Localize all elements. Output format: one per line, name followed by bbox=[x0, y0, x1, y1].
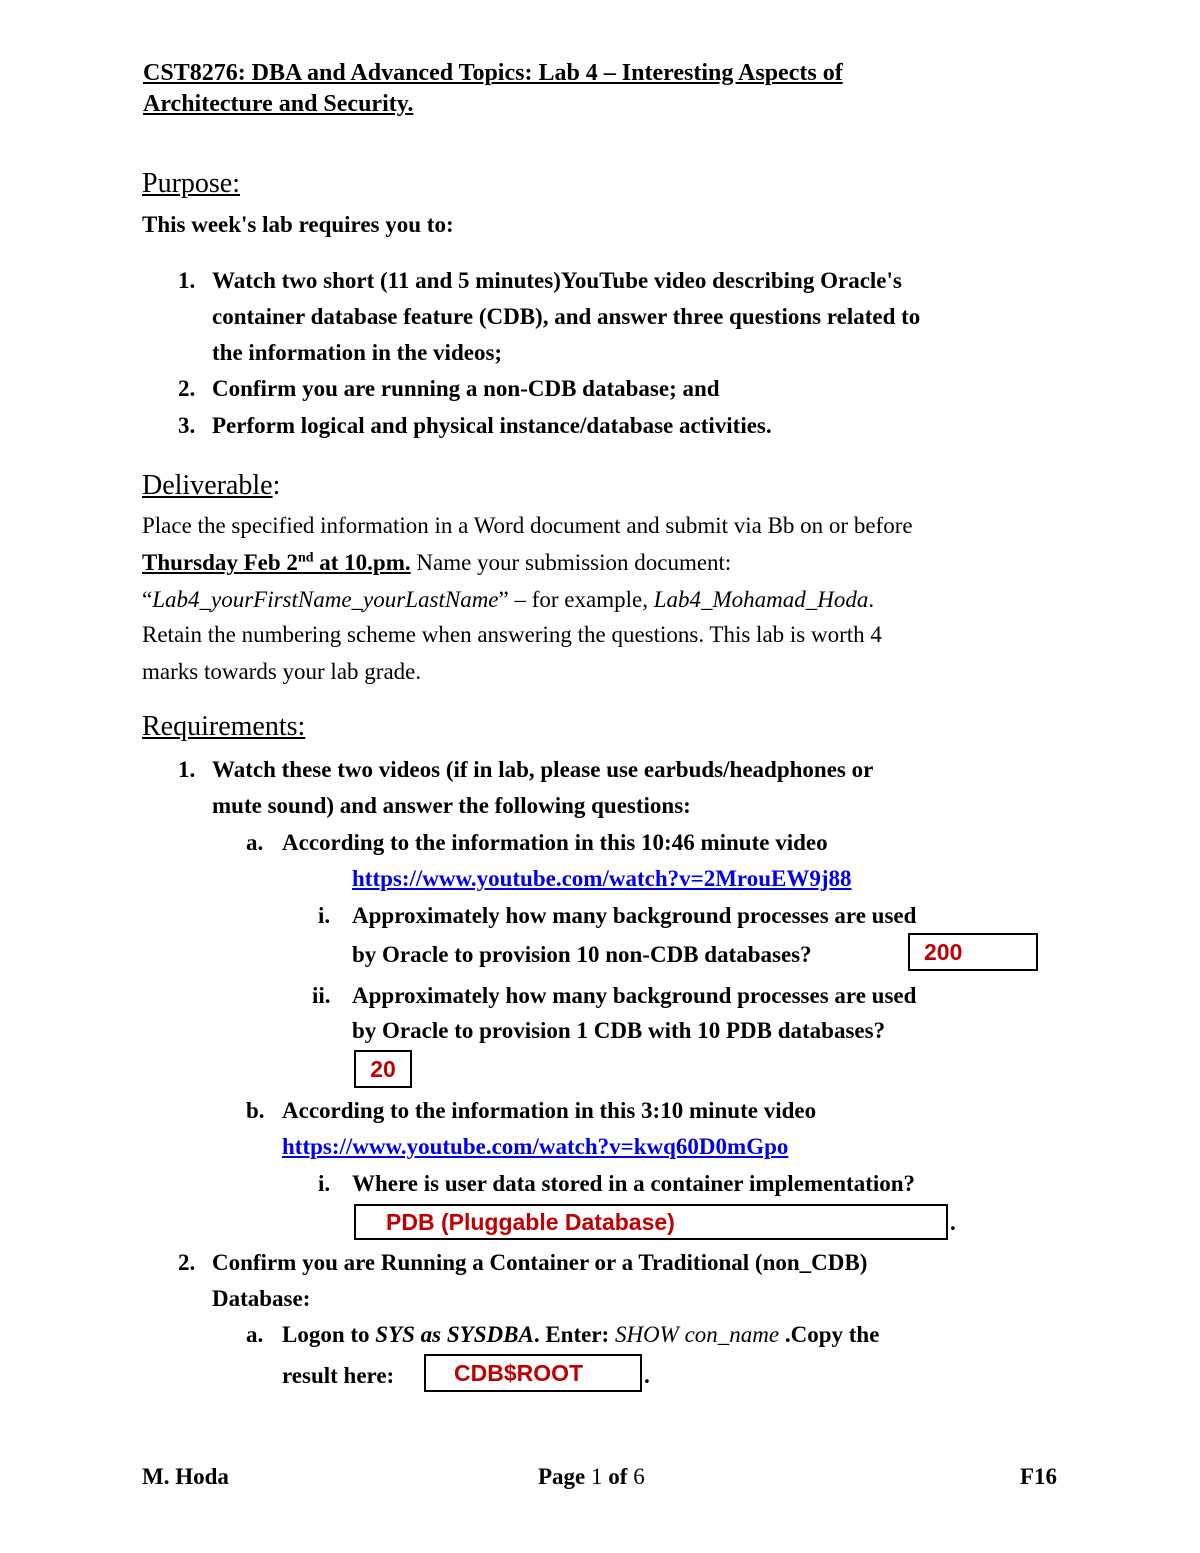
purpose-item-1-line1: Watch two short (11 and 5 minutes)YouTube video describing Oracle's bbox=[212, 268, 902, 293]
sysdba-text: SYS as SYSDBA bbox=[375, 1322, 534, 1347]
footer-term: F16 bbox=[1020, 1464, 1058, 1489]
req-1a-ii-line2: by Oracle to provision 1 CDB with 10 PDB databases? bbox=[352, 1018, 886, 1043]
req-1b-label: b. bbox=[246, 1098, 265, 1123]
req-1a-label: a. bbox=[246, 830, 264, 855]
req-2-num: 2. bbox=[178, 1250, 196, 1275]
req-2-line1: Confirm you are Running a Container or a Traditional (non_CDB) bbox=[212, 1250, 868, 1275]
answer-2a: CDB$ROOT bbox=[454, 1359, 584, 1386]
answer-1b-i: PDB (Pluggable Database) bbox=[386, 1208, 675, 1235]
footer-page-number: Page 1 of 6 bbox=[538, 1464, 645, 1489]
answer-box-1a-i bbox=[908, 933, 1038, 971]
purpose-item-2-num: 2. bbox=[178, 376, 196, 401]
req-1a-ii-line1: Approximately how many background processes are used bbox=[352, 983, 917, 1008]
answer-box-1b-i bbox=[354, 1204, 948, 1240]
video-link-2[interactable]: https://www.youtube.com/watch?v=kwq60D0mGpo bbox=[282, 1134, 789, 1159]
purpose-item-1-line3: the information in the videos; bbox=[212, 340, 503, 365]
footer-author: M. Hoda bbox=[142, 1464, 229, 1489]
filename-template: Lab4_yourFirstName_yourLastName bbox=[152, 587, 499, 612]
requirements-heading: Requirements: bbox=[142, 711, 306, 742]
req-1a-text: According to the information in this 10:46 minute video bbox=[282, 830, 828, 855]
req-1-line2: mute sound) and answer the following questions: bbox=[212, 793, 691, 818]
answer-1a-ii: 20 bbox=[370, 1055, 396, 1082]
deliverable-line4: Retain the numbering scheme when answering the questions. This lab is worth 4 bbox=[142, 622, 882, 647]
video-link-1[interactable]: https://www.youtube.com/watch?v=2MrouEW9j88 bbox=[352, 866, 852, 891]
req-1b-i-label: i. bbox=[318, 1171, 331, 1196]
req-2a-line1: Logon to SYS as SYSDBA. Enter: SHOW con_name .Copy the bbox=[282, 1322, 880, 1347]
filename-example: Lab4_Mohamad_Hoda bbox=[653, 587, 869, 612]
req-1-num: 1. bbox=[178, 757, 196, 782]
answer-1b-i-period: . bbox=[950, 1210, 956, 1235]
req-1b-i-line1: Where is user data stored in a container implementation? bbox=[352, 1171, 916, 1196]
deliverable-filename-line: “Lab4_yourFirstName_yourLastName” – for example, Lab4_Mohamad_Hoda. bbox=[142, 587, 875, 612]
answer-1a-i: 200 bbox=[924, 938, 963, 965]
req-1-line1: Watch these two videos (if in lab, please use earbuds/headphones or bbox=[212, 757, 874, 782]
req-1a-i-label: i. bbox=[318, 903, 331, 928]
purpose-item-1-num: 1. bbox=[178, 268, 196, 293]
show-con-name-command: SHOW con_name bbox=[614, 1322, 780, 1347]
req-1a-i-line2: by Oracle to provision 10 non-CDB databases? bbox=[352, 942, 812, 967]
deliverable-heading: Deliverable: bbox=[142, 470, 281, 501]
req-1a-i-line1: Approximately how many background processes are used bbox=[352, 903, 917, 928]
answer-box-2a bbox=[424, 1354, 642, 1392]
document-title-line1: CST8276: DBA and Advanced Topics: Lab 4 – Interesting Aspects of bbox=[143, 60, 843, 86]
purpose-item-3-line1: Perform logical and physical instance/database activities. bbox=[212, 413, 772, 438]
deliverable-due-line: Thursday Feb 2nd at 10.pm. Name your submission document: bbox=[142, 550, 732, 575]
purpose-item-1-line2: container database feature (CDB), and answer three questions related to bbox=[212, 304, 921, 329]
req-2a-label: a. bbox=[246, 1322, 264, 1347]
req-2a-result-label: result here: bbox=[282, 1363, 395, 1388]
purpose-heading: Purpose: bbox=[142, 168, 240, 199]
req-1a-ii-label: ii. bbox=[312, 983, 331, 1008]
purpose-item-2-line1: Confirm you are running a non-CDB database; and bbox=[212, 376, 720, 401]
document-title-line2: Architecture and Security. bbox=[143, 91, 414, 117]
answer-box-1a-ii bbox=[354, 1050, 412, 1088]
purpose-intro: This week's lab requires you to: bbox=[142, 212, 454, 237]
deliverable-line5: marks towards your lab grade. bbox=[142, 659, 422, 684]
req-2-line2: Database: bbox=[212, 1286, 311, 1311]
deliverable-line1: Place the specified information in a Word document and submit via Bb on or before bbox=[142, 513, 913, 538]
req-1b-text: According to the information in this 3:10 minute video bbox=[282, 1098, 817, 1123]
answer-2a-period: . bbox=[644, 1363, 650, 1388]
purpose-item-3-num: 3. bbox=[178, 413, 196, 438]
